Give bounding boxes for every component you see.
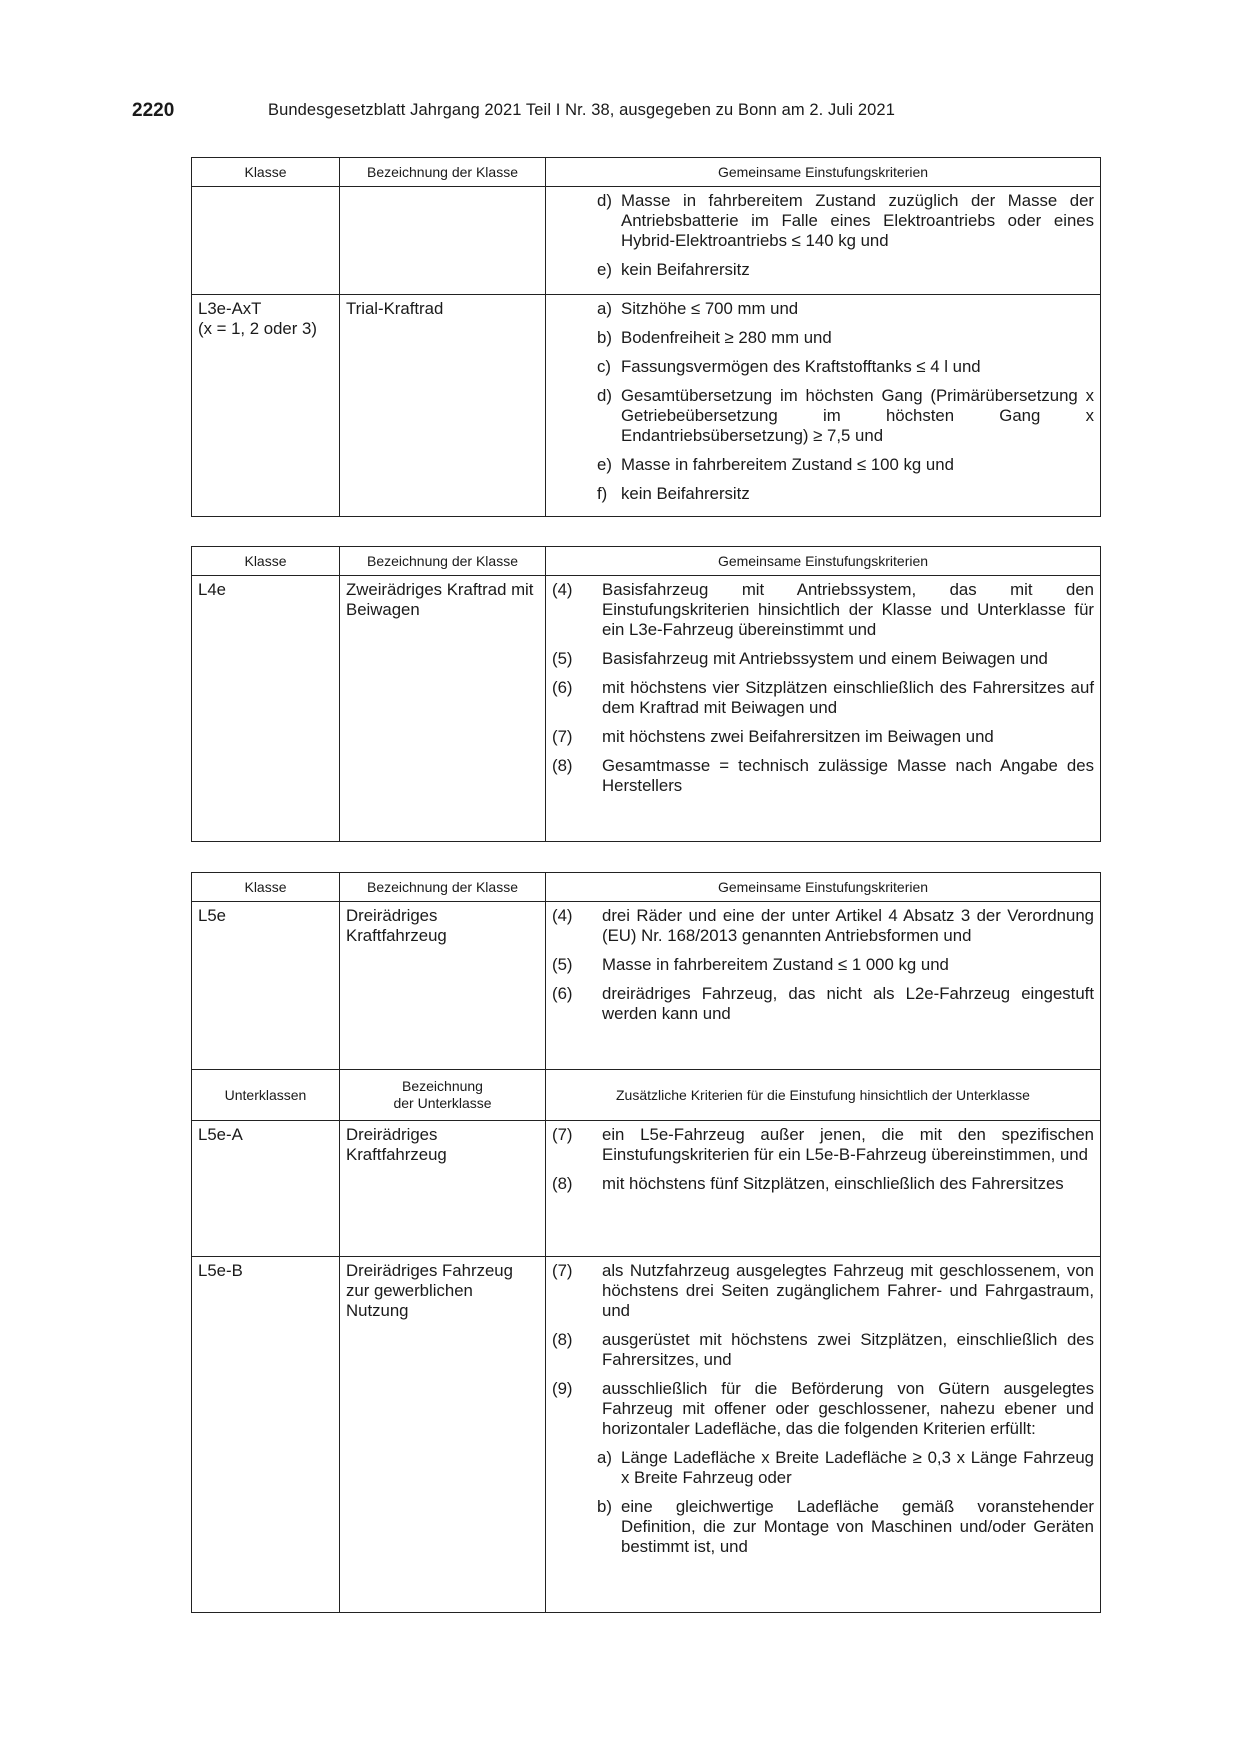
col-header-kriterien: Gemeinsame Einstufungskriterien bbox=[546, 547, 1101, 576]
table-l3e-continuation bbox=[191, 157, 1101, 517]
table-l4e bbox=[191, 546, 1101, 842]
table-row bbox=[192, 1121, 1101, 1257]
table-row bbox=[192, 187, 1101, 295]
col-header-kriterien: Gemeinsame Einstufungskriterien bbox=[546, 158, 1101, 187]
col-header-klasse: Klasse bbox=[192, 158, 340, 187]
table-row bbox=[192, 1257, 1101, 1613]
criterion-item: (5) Basisfahrzeug mit Antriebssystem und einem Beiwagen und bbox=[552, 649, 1048, 668]
criterion-item: (5) Masse in fahrbereitem Zustand ≤ 1 000 kg und bbox=[552, 955, 949, 974]
criterion-item: d) Masse in fahrbereitem Zustand zuzüglich der Masse der Antriebsbatterie im Falle eines Elektroantriebs oder eines Hybrid-Elektroantriebs ≤ 140 kg und bbox=[597, 191, 1094, 250]
klasse-cell: L5e-B bbox=[192, 1257, 340, 1613]
klasse-cell: L5e bbox=[192, 902, 340, 1070]
col-header-klasse: Klasse bbox=[192, 547, 340, 576]
bezeichnung-cell: Zweirädriges Kraftrad mit Beiwagen bbox=[340, 576, 546, 842]
kriterien-cell bbox=[546, 1257, 1101, 1613]
criterion-item: f) kein Beifahrersitz bbox=[597, 484, 750, 503]
criterion-item: a) Sitzhöhe ≤ 700 mm und bbox=[597, 299, 799, 318]
col-header-zusatzkriterien: Zusätzliche Kriterien für die Einstufung hinsichtlich der Unterklasse bbox=[546, 1070, 1101, 1121]
criterion-item: (7) als Nutzfahrzeug ausgelegtes Fahrzeug mit geschlossenem, von höchstens drei Seiten zugänglichem Fahrer- und Fahrgastraum, und bbox=[552, 1261, 1094, 1320]
col-header-kriterien: Gemeinsame Einstufungskriterien bbox=[546, 873, 1101, 902]
criterion-item: (9) ausschließlich für die Beförderung von Gütern ausgelegtes Fahrzeug mit offener oder geschlossener, nahezu ebener und horizontaler Ladefläche, das die folgenden Kriterien erfüllt: bbox=[552, 1379, 1094, 1438]
bezeichnung-cell: Dreirädriges Kraftfahrzeug bbox=[340, 1121, 546, 1257]
bezeichnung-cell: Dreirädriges Fahrzeug zur gewerblichen Nutzung bbox=[340, 1257, 546, 1613]
criterion-item: e) Masse in fahrbereitem Zustand ≤ 100 kg und bbox=[597, 455, 954, 474]
bezeichnung-cell: Trial-Kraftrad bbox=[340, 295, 546, 517]
klasse-cell bbox=[192, 187, 340, 295]
criterion-item: (8) mit höchstens fünf Sitzplätzen, einschließlich des Fahrersitzes bbox=[552, 1174, 1064, 1193]
criterion-item: (7) mit höchstens zwei Beifahrersitzen im Beiwagen und bbox=[552, 727, 994, 746]
kriterien-cell bbox=[546, 1121, 1101, 1257]
kriterien-cell bbox=[546, 902, 1101, 1070]
col-header-unterklassen: Unterklassen bbox=[192, 1070, 340, 1121]
table-row bbox=[192, 902, 1101, 1070]
col-header-klasse: Klasse bbox=[192, 873, 340, 902]
table-header-row bbox=[192, 158, 1101, 187]
table-row bbox=[192, 576, 1101, 842]
table-header-row bbox=[192, 547, 1101, 576]
criterion-item: (6) mit höchstens vier Sitzplätzen einschließlich des Fahrersitzes auf dem Kraftrad mit Beiwagen und bbox=[552, 678, 1094, 717]
criterion-item: (4) Basisfahrzeug mit Antriebssystem, das mit den Einstufungskriterien hinsichtlich der Klasse und Unterklasse für ein L3e-Fahrzeug übereinstimmt und bbox=[552, 580, 1094, 639]
criterion-subitem: b) eine gleichwertige Ladefläche gemäß voranstehender Definition, die zur Montage von Maschinen und/oder Geräten bestimmt ist, und bbox=[597, 1497, 1094, 1556]
col-header-bezeichnung-unterklasse: Bezeichnung der Unterklasse bbox=[340, 1070, 546, 1121]
criterion-item: (7) ein L5e-Fahrzeug außer jenen, die mit den spezifischen Einstufungskriterien für ein L5e-B-Fahrzeug übereinstimmen, und bbox=[552, 1125, 1094, 1164]
criterion-item: c) Fassungsvermögen des Kraftstofftanks ≤ 4 l und bbox=[597, 357, 981, 376]
criterion-item: b) Bodenfreiheit ≥ 280 mm und bbox=[597, 328, 832, 347]
criterion-item: d) Gesamtübersetzung im höchsten Gang (Primärübersetzung x Getriebeübersetzung im höchsten Gang x Endantriebsübersetzung) ≥ 7,5 und bbox=[597, 386, 1094, 445]
page-number: 2220 bbox=[132, 100, 175, 121]
page-header bbox=[132, 100, 1112, 126]
klasse-cell: L5e-A bbox=[192, 1121, 340, 1257]
criterion-item: (8) Gesamtmasse = technisch zulässige Masse nach Angabe des Herstellers bbox=[552, 756, 1094, 795]
kriterien-cell bbox=[546, 295, 1101, 517]
criterion-item: (4) drei Räder und eine der unter Artikel 4 Absatz 3 der Verordnung (EU) Nr. 168/2013 genannten Antriebsformen und bbox=[552, 906, 1094, 945]
bezeichnung-cell bbox=[340, 187, 546, 295]
klasse-cell: L3e-AxT (x = 1, 2 oder 3) bbox=[192, 295, 340, 517]
kriterien-cell bbox=[546, 187, 1101, 295]
kriterien-cell bbox=[546, 576, 1101, 842]
criterion-item: (6) dreirädriges Fahrzeug, das nicht als L2e-Fahrzeug eingestuft werden kann und bbox=[552, 984, 1094, 1023]
criterion-item: (8) ausgerüstet mit höchstens zwei Sitzplätzen, einschließlich des Fahrersitzes, und bbox=[552, 1330, 1094, 1369]
bezeichnung-cell: Dreirädriges Kraftfahrzeug bbox=[340, 902, 546, 1070]
table-header-row bbox=[192, 873, 1101, 902]
klasse-cell: L4e bbox=[192, 576, 340, 842]
col-header-bezeichnung: Bezeichnung der Klasse bbox=[340, 158, 546, 187]
criterion-item: e) kein Beifahrersitz bbox=[597, 260, 750, 279]
running-title: Bundesgesetzblatt Jahrgang 2021 Teil I Nr. 38, ausgegeben zu Bonn am 2. Juli 2021 bbox=[268, 101, 895, 119]
table-l5e bbox=[191, 872, 1101, 1613]
col-header-bezeichnung: Bezeichnung der Klasse bbox=[340, 873, 546, 902]
col-header-bezeichnung: Bezeichnung der Klasse bbox=[340, 547, 546, 576]
subclass-header-row bbox=[192, 1070, 1101, 1121]
table-row bbox=[192, 295, 1101, 517]
criterion-subitem: a) Länge Ladefläche x Breite Ladefläche ≥ 0,3 x Länge Fahrzeug x Breite Fahrzeug oder bbox=[597, 1448, 1094, 1487]
